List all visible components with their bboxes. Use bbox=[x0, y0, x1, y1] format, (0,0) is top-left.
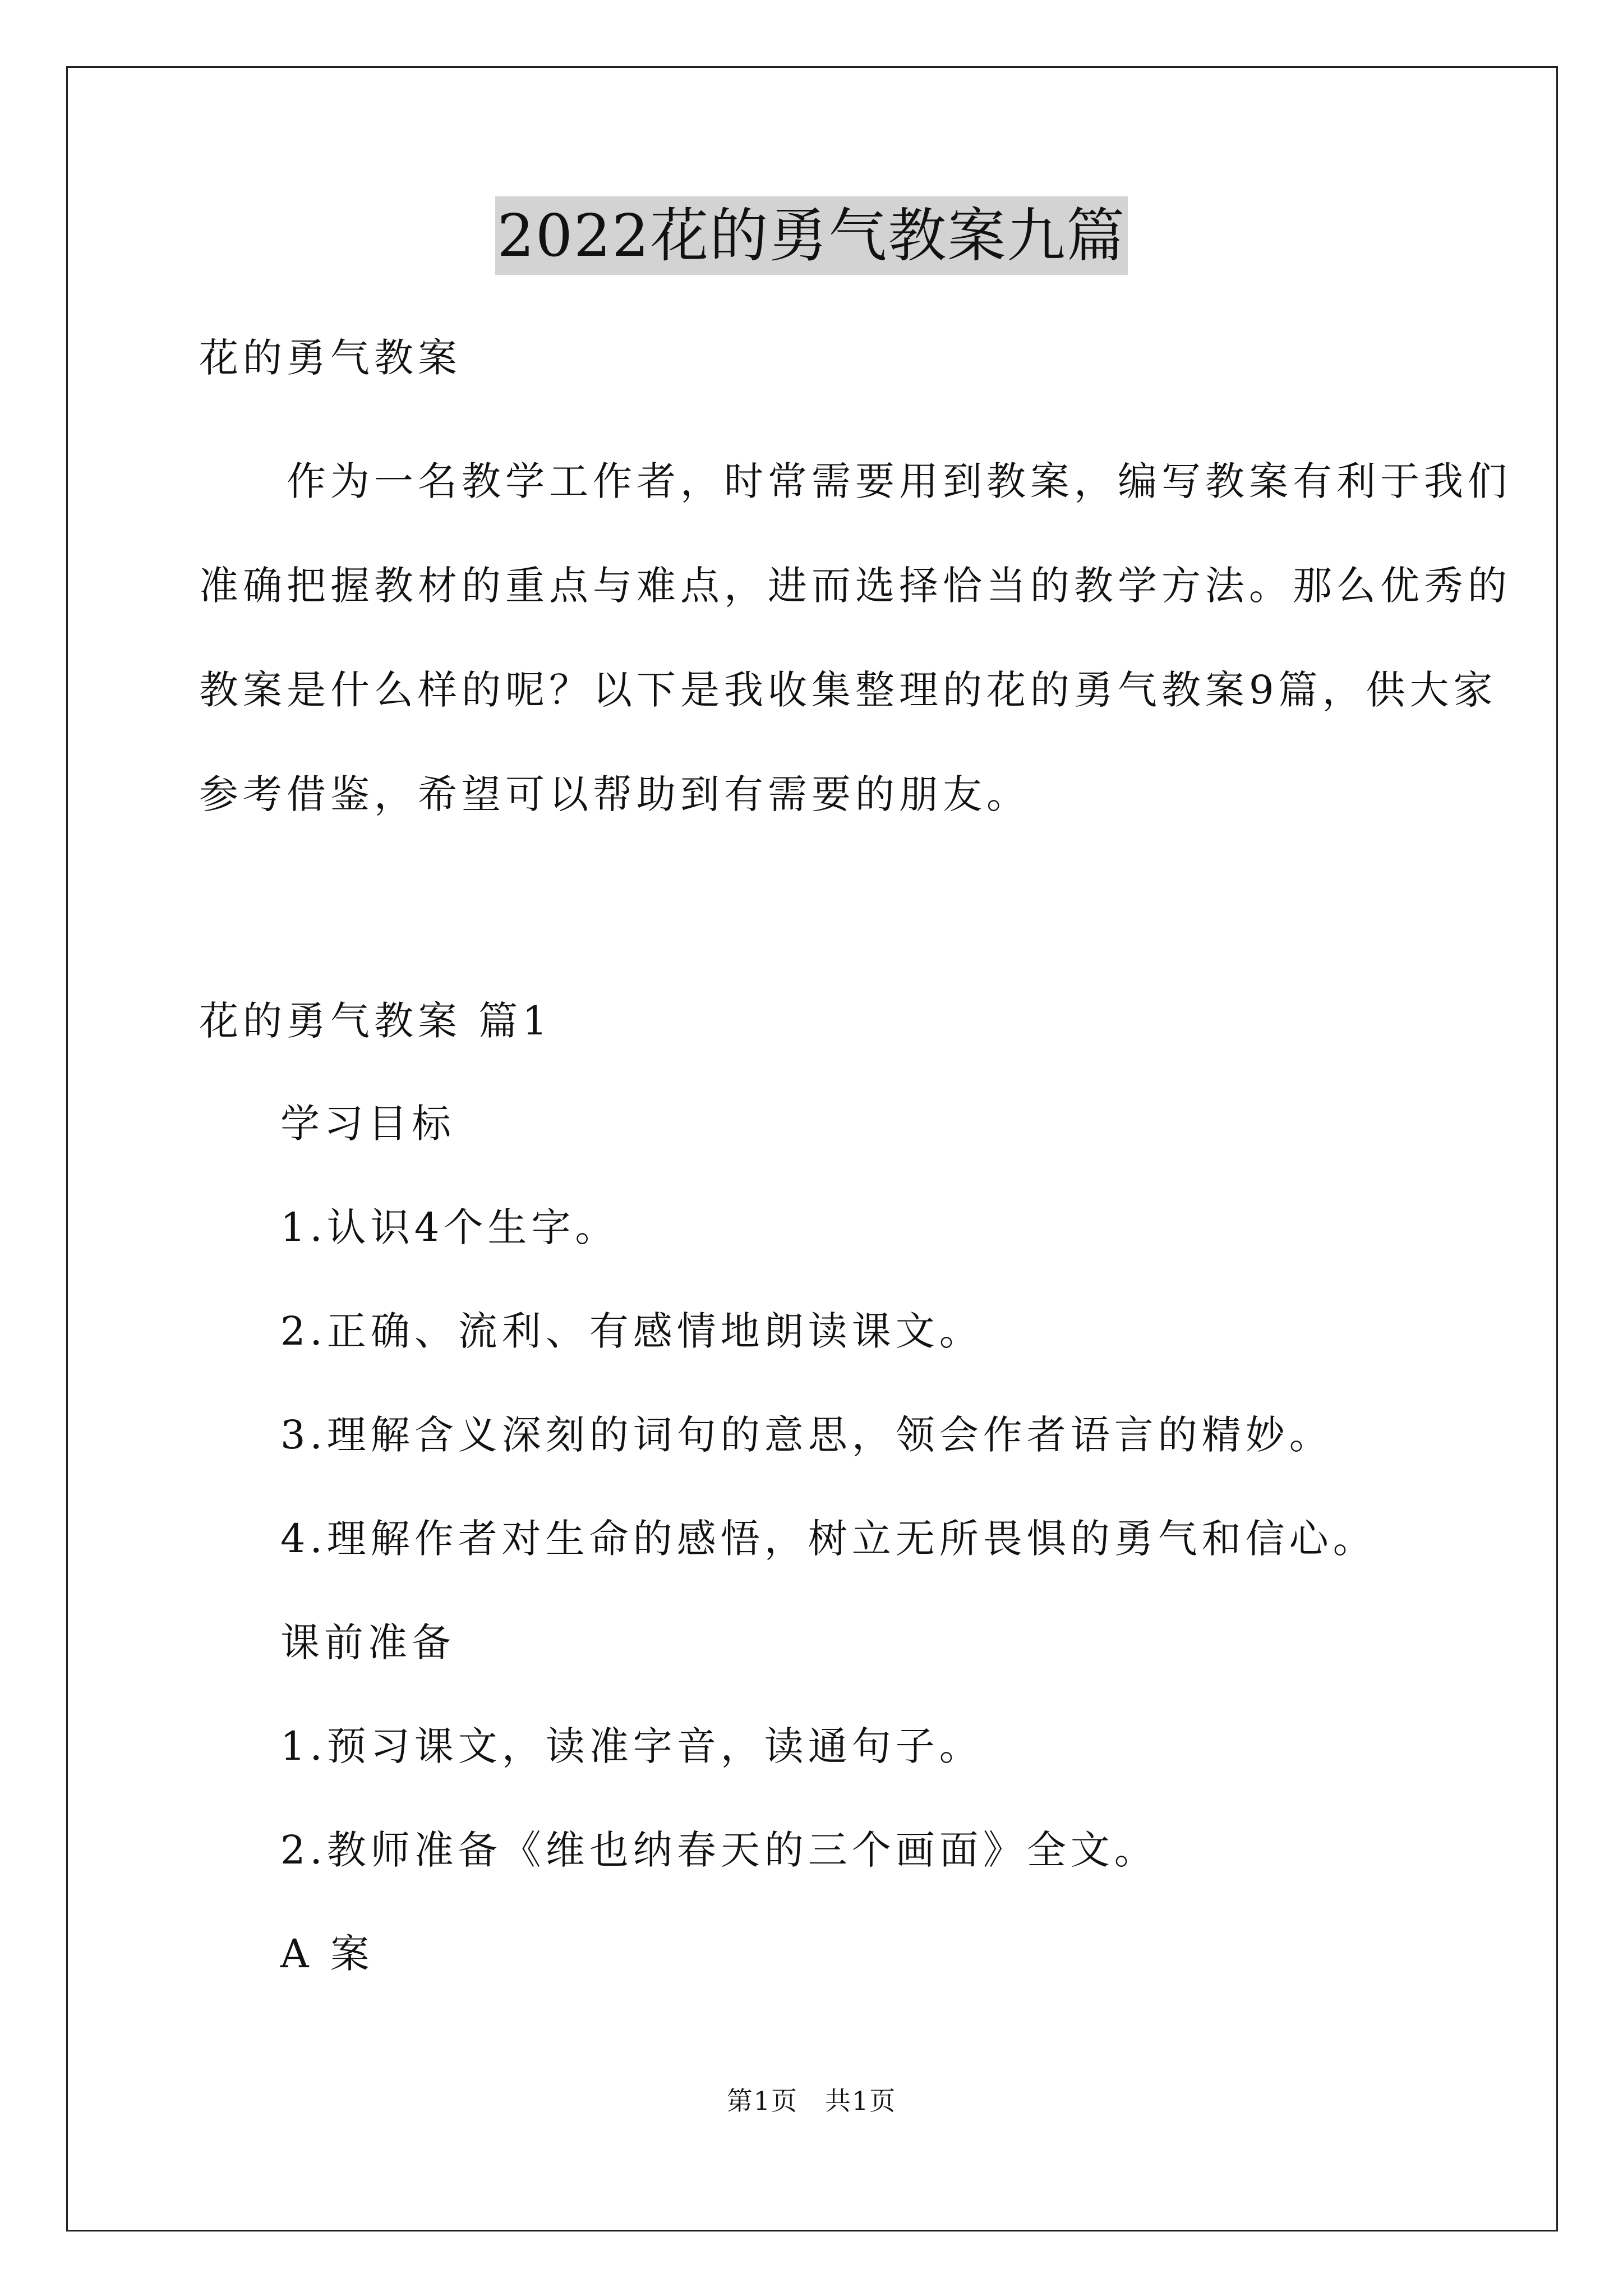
page-footer: 第1页 共1页 bbox=[726, 2086, 897, 2116]
intro-line: 准确把握教材的重点与难点，进而选择恰当的教学方法。那么优秀的 bbox=[199, 563, 1511, 609]
intro-paragraph bbox=[199, 429, 1511, 846]
section-item: A 案 bbox=[280, 1931, 374, 1977]
section-item: 学习目标 bbox=[280, 1101, 455, 1147]
intro-line: 参考借鉴，希望可以帮助到有需要的朋友。 bbox=[199, 771, 1030, 817]
section-item: 1.认识4个生字。 bbox=[280, 1204, 619, 1250]
section-item: 1.预习课文，读准字音，读通句子。 bbox=[280, 1723, 983, 1769]
section-item: 3.理解含义深刻的词句的意思，领会作者语言的精妙。 bbox=[280, 1412, 1333, 1458]
intro-line: 教案是什么样的呢？以下是我收集整理的花的勇气教案9篇，供大家 bbox=[199, 667, 1497, 713]
section-heading: 花的勇气教案 篇1 bbox=[199, 998, 552, 1044]
section-item: 2.正确、流利、有感情地朗读课文。 bbox=[280, 1308, 983, 1354]
document-title: 2022花的勇气教案九篇 bbox=[495, 196, 1128, 275]
section-item: 2.教师准备《维也纳春天的三个画面》全文。 bbox=[280, 1827, 1158, 1873]
title-container bbox=[0, 196, 1623, 275]
intro-heading: 花的勇气教案 bbox=[199, 335, 462, 381]
section-item: 课前准备 bbox=[280, 1619, 455, 1665]
section-item: 4.理解作者对生命的感悟，树立无所畏惧的勇气和信心。 bbox=[280, 1516, 1377, 1562]
intro-line: 作为一名教学工作者，时常需要用到教案，编写教案有利于我们 bbox=[199, 458, 1511, 504]
